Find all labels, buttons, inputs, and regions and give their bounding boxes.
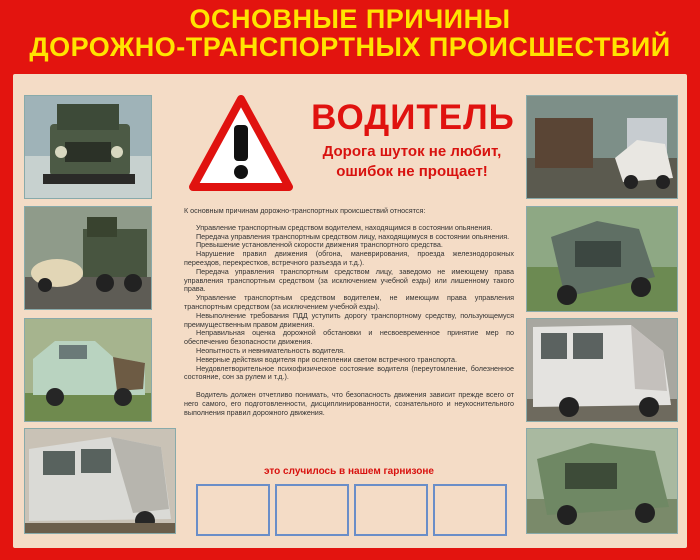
crash-photo-right-4 [526, 428, 678, 534]
crash-photo-left-3 [24, 318, 152, 422]
cause-item: Управление транспортным средством водителем, не имеющим права управления транспортным средством (за исключением учебной езды). [184, 293, 514, 311]
photo-slot-1 [196, 484, 270, 536]
warning-triangle-icon [189, 95, 293, 192]
crash-photo-right-1 [526, 95, 678, 199]
crash-photo-left-2 [24, 206, 152, 310]
cause-item: Превышение установленной скорости движения транспортного средства. [196, 240, 443, 250]
heading-driver: ВОДИТЕЛЬ [311, 98, 515, 137]
cause-item: Невыполнение требования ПДД уступить дорогу транспортному средству, пользующемуся преимущественным правом движения. [184, 310, 514, 329]
cause-item: Нарушение правил движения (обгона, маневрирования, проезда железнодорожных переездов, перекрестков, встречного разъезда и т.д.). [184, 249, 514, 267]
slogan-line-1: Дорога шуток не любит, [322, 143, 502, 160]
slogan [302, 142, 522, 182]
title-line-2: ДОРОЖНО-ТРАНСПОРТНЫХ ПРОИСШЕСТВИЙ [29, 32, 671, 62]
cause-item: Передача управления транспортным средством лицу, находящимуся в состоянии опьянения. [196, 231, 510, 241]
causes-text [184, 207, 514, 418]
crash-photo-right-3 [526, 318, 678, 422]
photo-slot-2 [275, 484, 349, 536]
photo-slot-4 [433, 484, 507, 536]
cause-item: Неправильная оценка дорожной обстановки и несвоевременное принятие мер по обеспечению безопасности движения. [184, 328, 514, 347]
cause-item: Неопытность и невнимательность водителя. [196, 345, 346, 355]
cause-item: Управление транспортным средством водителем, находящимся в состоянии опьянения. [196, 222, 493, 232]
cause-item: Неверные действия водителя при ослеплении светом встречного транспорта. [196, 354, 458, 364]
crash-photo-left-1 [24, 95, 152, 199]
crash-photo-left-4 [24, 428, 176, 534]
cause-item: Неудовлетворительное психофизическое состояние водителя (переутомление, болезненное состояние, сон за рулем и т.д.). [184, 363, 514, 382]
conclusion: Водитель должен отчетливо понимать, что безопасность движения зависит прежде всего от него самого, его подготовленности, дисциплинированности, сознательного и неукоснительного выполнения правил дорожного движения. [184, 390, 514, 417]
title-line-1: ОСНОВНЫЕ ПРИЧИНЫ [189, 4, 511, 34]
causes-intro: К основным причинам дорожно-транспортных происшествий относятся: [184, 206, 426, 215]
crash-photo-right-2 [526, 206, 678, 312]
garrison-caption: это случилось в нашем гарнизоне [264, 466, 434, 477]
photo-slot-3 [354, 484, 428, 536]
cause-item: Передача управления транспортным средством лицу, заведомо не имеющему права управления транспортным средством (за исключением учебной езды) или лишенному такого права. [184, 266, 514, 294]
slogan-line-2: ошибок не прощает! [336, 163, 488, 180]
